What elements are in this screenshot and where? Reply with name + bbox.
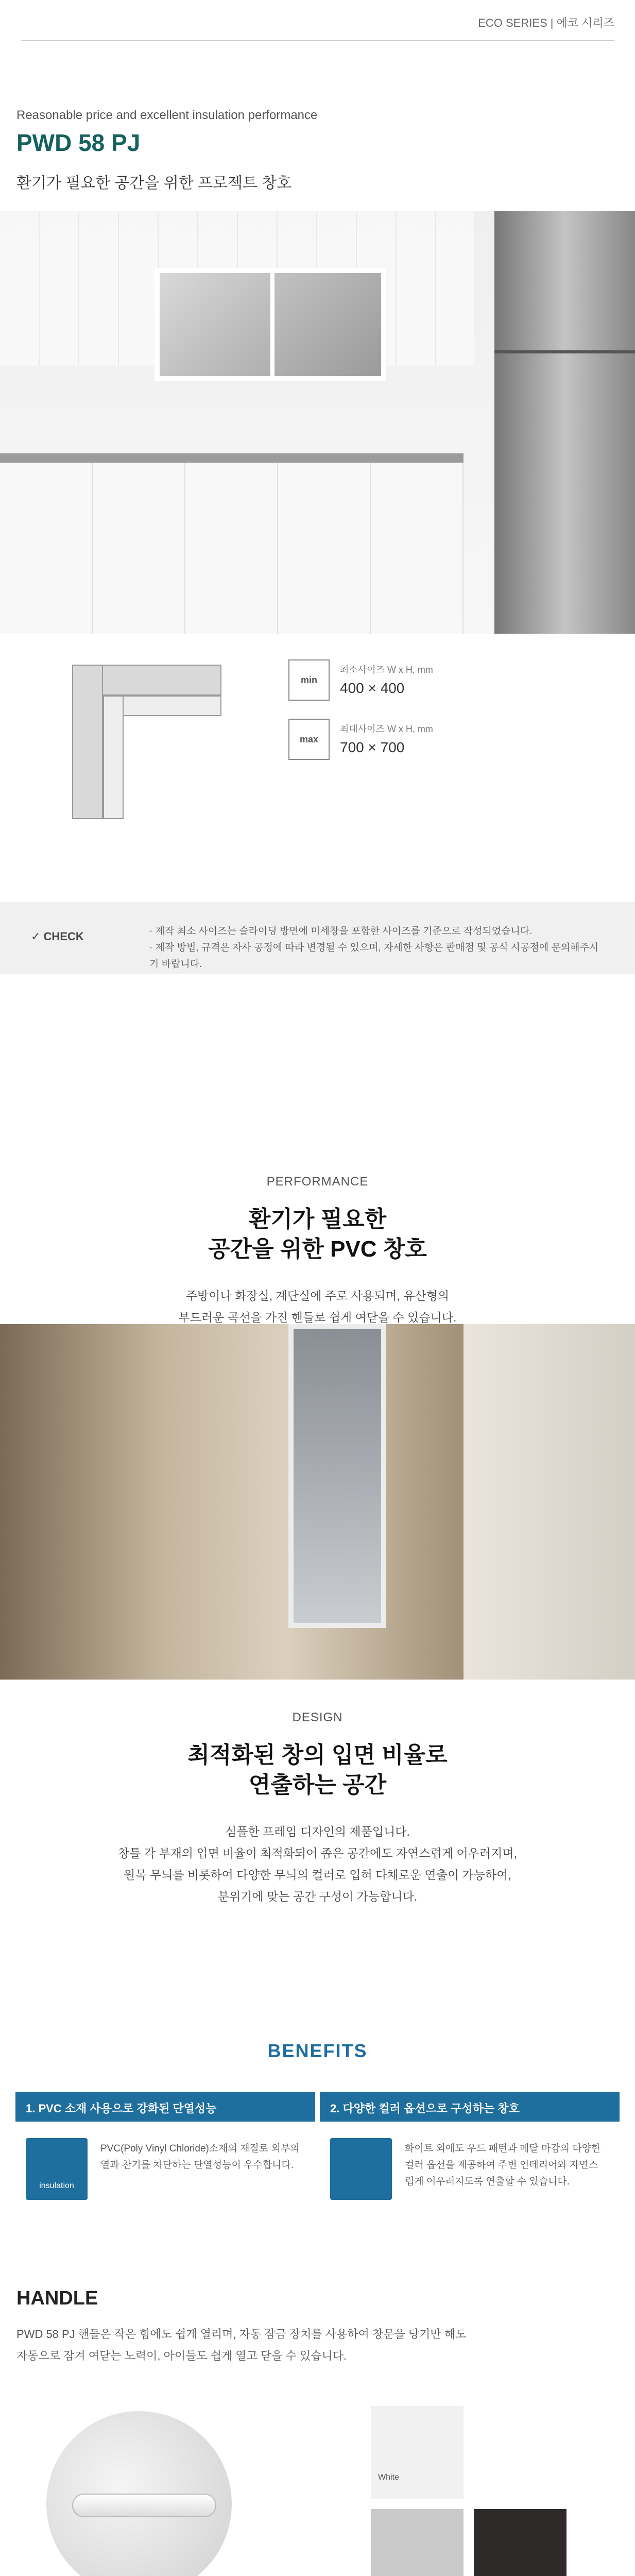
benefit-body: PVC(Poly Vinyl Chloride)소재의 재질로 외부의 열과 찬기를 차단하는 단열성능이 우수합니다. — [100, 2143, 300, 2171]
series-tag: ECO SERIES | 에코 시리즈 — [478, 16, 614, 29]
window-image — [288, 1324, 386, 1628]
size-label: 최소사이즈 W x H, mm — [340, 665, 433, 675]
cabinet — [93, 463, 185, 634]
section-eyebrow: PERFORMANCE — [266, 1175, 369, 1189]
page-header — [0, 0, 635, 103]
cabinet — [0, 463, 93, 634]
size-value: 400 × 400 — [340, 680, 405, 696]
door-image — [464, 1324, 635, 1680]
divider — [21, 40, 614, 41]
eyebrow-text: Reasonable price and excellent insulation performance — [16, 108, 318, 122]
cabinet — [278, 463, 371, 634]
hero-kitchen-photo — [0, 211, 635, 634]
benefits-title: BENEFITS — [267, 2040, 368, 2061]
section-title: 최적화된 창의 입면 비율로 연출하는 공간 — [187, 1742, 448, 1798]
handle-swatch-white: White — [371, 2406, 464, 2499]
section-desc: 주방이나 화장실, 계단실에 주로 사용되며, 유산형의 부드러운 곡선을 가진 핸들로 쉽게 여닫을 수 있습니다. — [178, 1289, 457, 1324]
benefit-card — [320, 2092, 620, 2236]
handle-swatch-silver — [371, 2509, 464, 2576]
check-notice — [0, 902, 635, 974]
max-size-icon: max — [288, 719, 330, 760]
size-min-row — [288, 659, 494, 706]
handle-swatch-black — [474, 2509, 567, 2576]
check-label: ✓ CHECK — [31, 930, 84, 943]
check-text: · 제작 최소 사이즈는 슬라이딩 방면에 미세창을 포함한 사이즈를 기준으로 작성되었습니다. · 제작 방법, 규격은 자사 공정에 따라 변경될 수 있으며, 자세한 사항은 판매점 및 공식 시공점에 문의해주시기 바랍니다. — [149, 926, 599, 970]
check-icon: ✓ — [31, 930, 44, 943]
section-desc: PWD 58 PJ 핸들은 작은 힘에도 쉽게 열리며, 자동 잠금 장치를 사용하여 창문을 당기만 해도 자동으로 잠겨 여닫는 노력이, 아이들도 쉽게 열고 닫을 수 있습니다. — [16, 2328, 467, 2362]
benefit-head: 1. PVC 소재 사용으로 강화된 단열성능 — [15, 2092, 315, 2122]
color-option-icon — [330, 2138, 392, 2200]
benefit-body: 화이트 외에도 우드 패턴과 메탈 마감의 다양한 컬러 옵션을 제공하여 주변 인테리어와 자연스럽게 어우러지도록 연출할 수 있습니다. — [405, 2143, 601, 2187]
page-subtitle: 환기가 필요한 공간을 위한 프로젝트 창호 — [16, 175, 292, 192]
size-section — [0, 644, 635, 840]
handle-lever — [72, 2494, 216, 2517]
page-title: PWD 58 PJ — [16, 129, 141, 156]
performance-section — [0, 1175, 635, 1329]
cabinet — [371, 463, 464, 634]
window-image — [155, 268, 386, 381]
insulation-icon: insulation — [26, 2138, 88, 2200]
profile-cross-section-image — [52, 665, 237, 829]
section-eyebrow: DESIGN — [292, 1710, 343, 1724]
section-title: HANDLE — [16, 2287, 98, 2309]
benefit-card — [15, 2092, 315, 2236]
section-desc: 심플한 프레임 디자인의 제품입니다. 창틀 각 부재의 입면 비율이 최적화되어 좁은 공간에도 자연스럽게 어우러지며, 원목 무늬를 비롯하여 다양한 무늬의 컬러로 입혀 다채로운 연출이 가능하여, 분위기에 맞는 공간 구성이 가능합니다. — [118, 1825, 517, 1903]
min-size-icon: min — [288, 659, 330, 701]
size-label: 최대사이즈 W x H, mm — [340, 724, 433, 734]
design-section — [0, 1710, 635, 1927]
interior-window-photo — [0, 1324, 635, 1680]
handle-section — [0, 2287, 635, 2576]
benefit-head: 2. 다양한 컬러 옵션으로 구성하는 창호 — [320, 2092, 620, 2122]
size-max-row — [288, 719, 494, 765]
benefits-section — [0, 2040, 635, 2282]
section-title: 환기가 필요한 공간을 위한 PVC 창호 — [208, 1207, 427, 1262]
size-value: 700 × 700 — [340, 739, 405, 755]
fridge-image — [494, 211, 635, 634]
cabinet — [185, 463, 278, 634]
